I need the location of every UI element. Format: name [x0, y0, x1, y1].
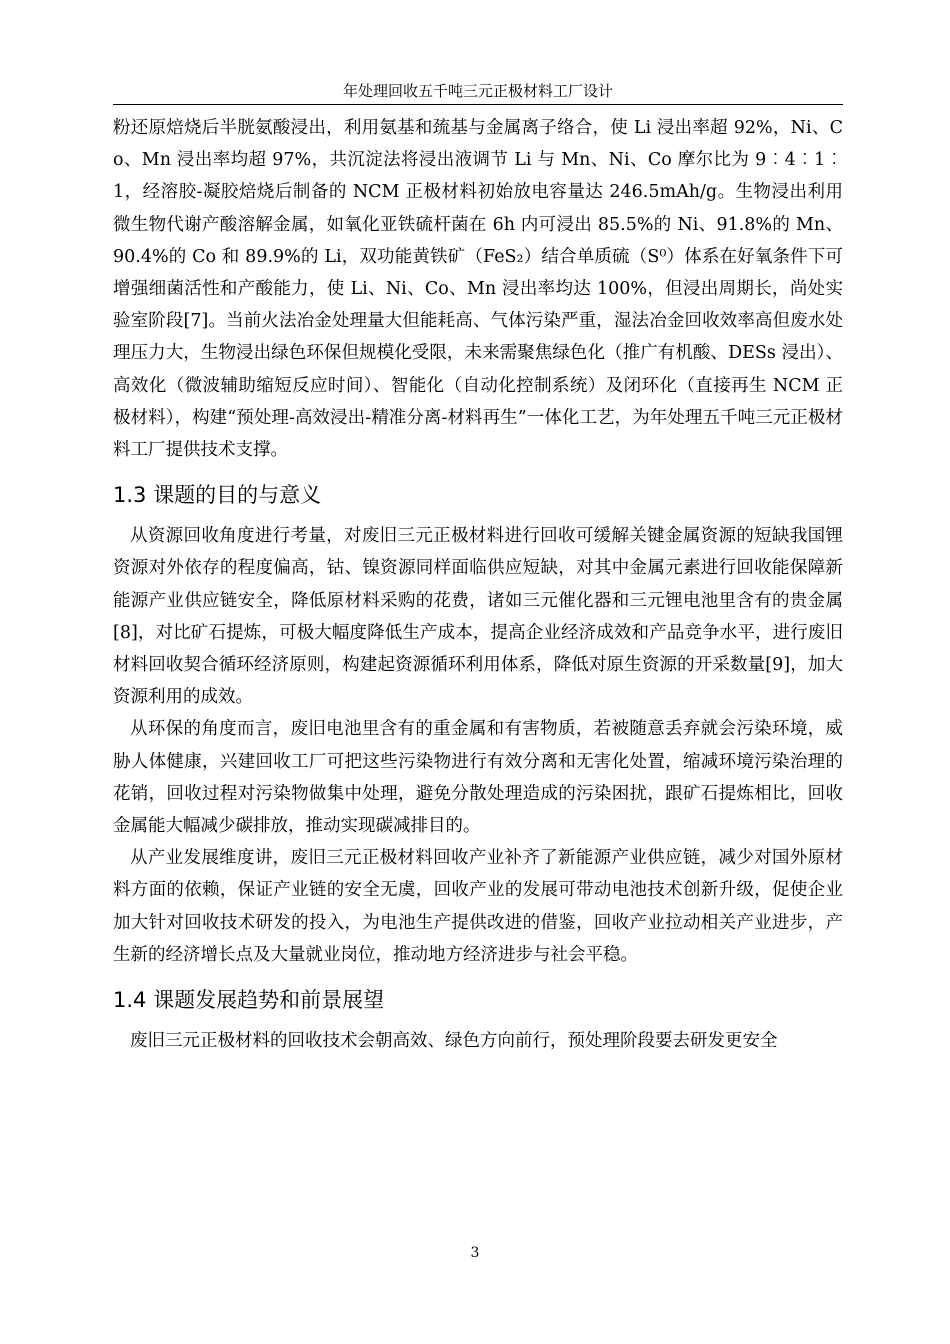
body-paragraph: 从资源回收角度进行考量，对废旧三元正极材料进行回收可缓解关键金属资源的短缺我国锂资源对外依存的程度偏高，钴、镍资源同样面临供应短缺，对其中金属元素进行回收能保障新能源产业供应链安全，降低原材料采购的花费，诸如三元催化器和三元锂电池里含有的贵金属[8]，对比矿石提炼，可极大幅度降低生产成本，提高企业经济成效和产品竞争水平，进行废旧材料回收契合循环经济原则，构建起资源循环利用体系，降低对原生资源的开采数量[9]，加大资源利用的成效。 [113, 526, 843, 708]
body-paragraph: 从产业发展维度讲，废旧三元正极材料回收产业补齐了新能源产业供应链，减少对国外原材料方面的依赖，保证产业链的安全无虞，回收产业的发展可带动电池技术创新升级，促使企业加大针对回收技术研发的投入，为电池生产提供改进的借鉴，回收产业拉动相关产业进步，产生新的经济增长点及大量就业岗位，推动地方经济进步与社会平稳。 [113, 848, 843, 965]
body-paragraph: 从环保的角度而言，废旧电池里含有的重金属和有害物质，若被随意丢弃就会污染环境，威胁人体健康，兴建回收工厂可把这些污染物进行有效分离和无害化处置，缩减环境污染治理的花销，回收过程对污染物做集中处理，避免分散处理造成的污染困扰，跟矿石提炼相比，回收金属能大幅减少碳排放，推动实现碳减排目的。 [113, 719, 843, 837]
section-heading-1-4: 1.4 课题发展趋势和前景展望 [113, 988, 385, 1013]
page-body [113, 112, 843, 1057]
page-number: 3 [470, 1245, 480, 1261]
body-paragraph: 废旧三元正极材料的回收技术会朝高效、绿色方向前行，预处理阶段要去研发更安全 [130, 1031, 778, 1052]
page-header: 年处理回收五千吨三元正极材料工厂设计 [342, 82, 613, 100]
header-divider [113, 104, 843, 105]
section-heading-1-3: 1.3 课题的目的与意义 [113, 483, 322, 508]
body-paragraph: 粉还原焙烧后半胱氨酸浸出，利用氨基和巯基与金属离子络合，使 Li 浸出率超 92%，Ni、Co、Mn 浸出率均超 97%，共沉淀法将浸出液调节 Li 与 Mn、Ni、Co 摩尔比为 9︰4︰1︰1，经溶胶-凝胶焙烧后制备的 NCM 正极材料初始放电容量达 246.5mAh/g。生物浸出利用微生物代谢产酸溶解金属，如氧化亚铁硫杆菌在 6h 内可浸出 85.5%的 Ni、91.8%的 Mn、90.4%的 Co 和 89.9%的 Li，双功能黄铁矿（FeS₂）结合单质硫（S⁰）体系在好氧条件下可增强细菌活性和产酸能力，使 Li、Ni、Co、Mn 浸出率均达 100%，但浸出周期长，尚处实验室阶段[7]。当前火法冶金处理量大但能耗高、气体污染严重，湿法冶金回收效率高但废水处理压力大，生物浸出绿色环保但规模化受限，未来需聚焦绿色化（推广有机酸、DESs 浸出）、高效化（微波辅助缩短反应时间）、智能化（自动化控制系统）及闭环化（直接再生 NCM 正极材料），构建“预处理-高效浸出-精准分离-材料再生”一体化工艺，为年处理五千吨三元正极材料工厂提供技术支撑。 [113, 118, 843, 461]
